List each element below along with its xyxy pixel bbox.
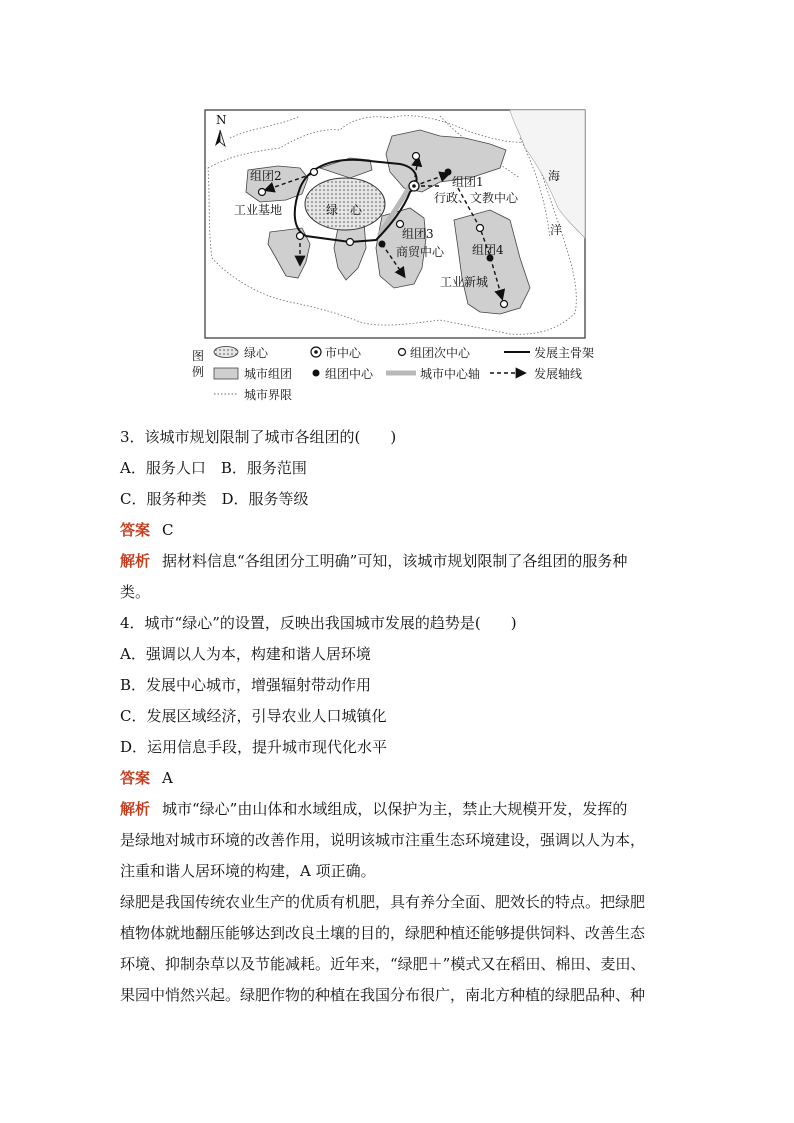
label-sea: 海 — [548, 169, 561, 183]
label-ocean: 洋 — [550, 223, 563, 237]
legend-green-heart-icon — [214, 347, 238, 358]
legend-dev-axis: 发展轴线 — [534, 367, 583, 381]
label-industrial-new-city: 工业新城 — [440, 275, 489, 289]
q4-answer-label: 答案 — [120, 769, 151, 787]
legend-city-center-dot — [314, 350, 318, 354]
q4-analysis-label: 解析 — [120, 800, 151, 818]
q4-analysis-line3: 注重和谐人居环境的构建，A 项正确。 — [120, 862, 376, 880]
label-group2: 组团2 — [250, 169, 282, 183]
q4-answer-row — [120, 763, 680, 794]
material-line3: 环境、抑制杂草以及节能减耗。近年来，“绿肥＋”模式又在稻田、棉田、麦田、 — [120, 955, 646, 973]
material-line4: 果园中悄然兴起。绿肥作物的种植在我国分布很广，南北方种植的绿肥品种、种 — [120, 986, 646, 1004]
q3-analysis-line2: 类。 — [120, 583, 151, 601]
q3-analysis-line1: 据材料信息“各组团分工明确”可知，该城市规划限制了各组团的服务种 — [162, 552, 628, 570]
q3-options-cd: C．服务种类 D．服务等级 — [120, 490, 309, 508]
legend-title-1: 图 — [192, 349, 205, 363]
city-center-dot — [412, 184, 416, 188]
q4-answer: A — [162, 769, 173, 787]
legend-city-boundary: 城市界限 — [244, 388, 293, 402]
sub-center — [347, 239, 354, 246]
q3-answer-row — [120, 515, 680, 546]
group-center — [445, 169, 452, 176]
sub-center — [413, 153, 420, 160]
legend-group-center-icon — [313, 370, 320, 377]
sub-center — [477, 225, 484, 232]
q4-option-d: D．运用信息手段，提升城市现代化水平 — [120, 738, 388, 756]
sub-center — [311, 169, 318, 176]
q4-analysis-row — [120, 794, 680, 825]
label-group1: 组团1 — [452, 175, 484, 189]
q4-stem: 4．城市“绿心”的设置，反映出我国城市发展的趋势是( ) — [120, 614, 517, 632]
q4-analysis-line1: 城市“绿心”由山体和水域组成，以保护为主，禁止大规模开发，发挥的 — [162, 800, 628, 818]
material-line1: 绿肥是我国传统农业生产的优质有机肥，具有养分全面、肥效长的特点。把绿肥 — [120, 893, 646, 911]
north-label: N — [216, 113, 227, 127]
question-text — [120, 422, 680, 1011]
sub-center — [297, 233, 304, 240]
legend-sub-center: 组团次中心 — [410, 346, 471, 360]
label-admin-center: 行政、文教中心 — [434, 191, 519, 205]
q3-analysis-row — [120, 546, 680, 577]
map-svg — [190, 108, 600, 408]
group-center — [379, 241, 386, 248]
sub-center — [501, 301, 508, 308]
legend-title-2: 例 — [192, 365, 205, 379]
q3-stem: 3．该城市规划限制了城市各组团的( ) — [120, 428, 397, 446]
q3-analysis-label: 解析 — [120, 552, 151, 570]
q4-analysis-line2: 是绿地对城市环境的改善作用，说明该城市注重生态环境建设，强调以人为本， — [120, 831, 646, 849]
legend-city-center: 市中心 — [325, 346, 362, 360]
legend-city-group-icon — [214, 368, 238, 379]
q4-option-b: B．发展中心城市，增强辐射带动作用 — [120, 676, 372, 694]
q3-options-ab: A．服务人口 B．服务范围 — [120, 459, 307, 477]
city-plan-map — [190, 108, 600, 408]
q3-answer-label: 答案 — [120, 521, 151, 539]
map-legend — [192, 345, 594, 402]
material-line2: 植物体就地翻压能够达到改良土壤的目的，绿肥种植还能够提供饲料、改善生态 — [120, 924, 646, 942]
q4-option-a: A．强调以人为本，构建和谐人居环境 — [120, 645, 371, 663]
q3-answer: C — [162, 521, 174, 539]
legend-city-group: 城市组团 — [244, 367, 293, 381]
label-green-heart: 绿 心 — [326, 203, 363, 217]
label-commerce-center: 商贸中心 — [396, 245, 445, 259]
legend-center-axis: 城市中心轴 — [420, 367, 481, 381]
label-group3: 组团3 — [402, 227, 434, 241]
q4-option-c: C．发展区域经济，引导农业人口城镇化 — [120, 707, 387, 725]
legend-main-frame: 发展主骨架 — [534, 346, 595, 360]
label-group4: 组团4 — [472, 243, 504, 257]
legend-sub-center-icon — [399, 349, 406, 356]
sub-center — [259, 189, 266, 196]
label-industrial-base: 工业基地 — [234, 203, 283, 217]
legend-group-center: 组团中心 — [325, 367, 374, 381]
legend-green-heart: 绿心 — [244, 346, 269, 360]
